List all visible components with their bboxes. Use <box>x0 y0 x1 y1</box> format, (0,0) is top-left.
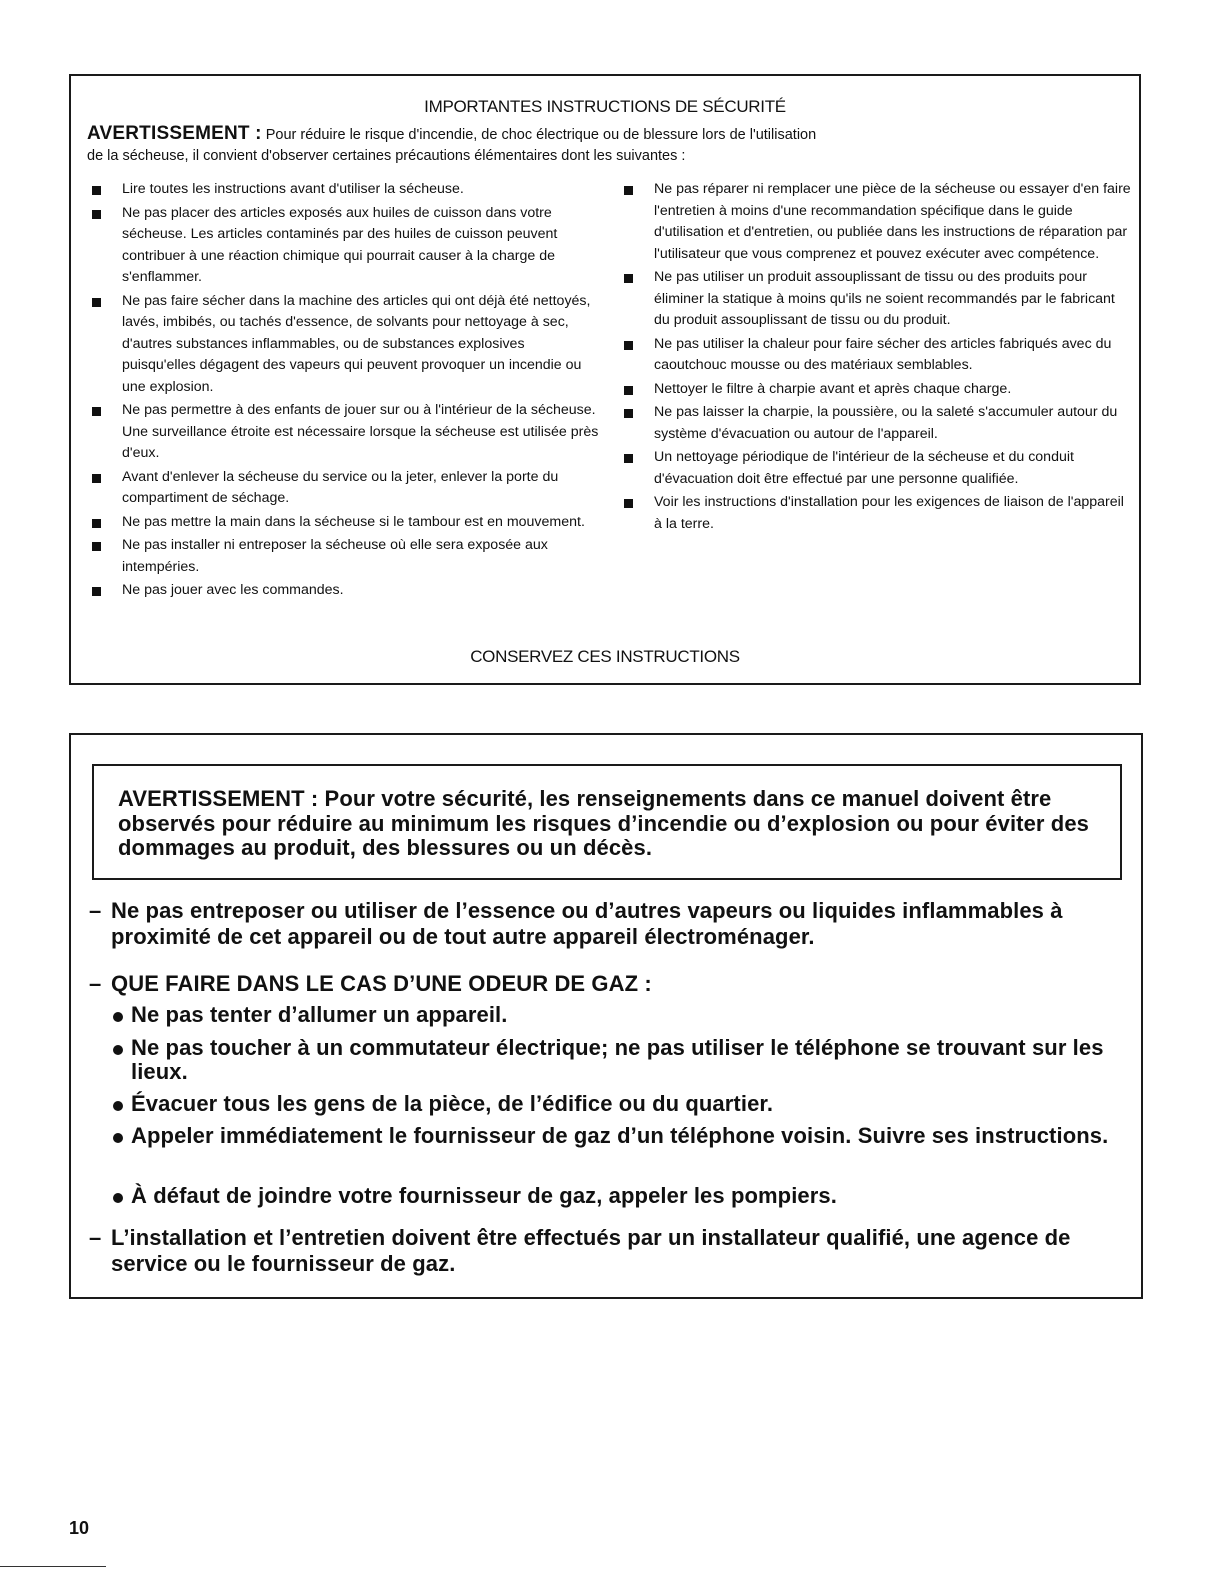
list-item: Un nettoyage périodique de l'intérieur de la sécheuse et du conduit d'évacuation doit être effectué par une personne qualifiée. <box>621 447 1131 490</box>
dash-marker: – <box>89 898 102 923</box>
dash-marker: – <box>89 971 102 996</box>
gas-warning-box <box>69 733 1143 1299</box>
square-bullet-icon <box>624 386 633 395</box>
gas-odor-heading-text: QUE FAIRE DANS LE CAS D’UNE ODEUR DE GAZ : <box>111 971 652 996</box>
square-bullet-icon <box>624 409 633 418</box>
gasoline-warning <box>89 898 1129 950</box>
list-item: Lire toutes les instructions avant d'utiliser la sécheuse. <box>89 179 601 201</box>
square-bullet-icon <box>92 210 101 219</box>
list-item: Ne pas réparer ni remplacer une pièce de la sécheuse ou essayer d'en faire l'entretien à moins d'une recommandation spécifique dans le guide d'utilisation et d'entretien, ou publiée dans les instructions de réparation par l'utilisateur que vous comprenez et pouvez exécuter avec compétence. <box>621 179 1131 265</box>
list-item: Ne pas placer des articles exposés aux huiles de cuisson dans votre sécheuse. Les articles contaminés par des huiles de cuisson peuvent contribuer à une réaction chimique qui pourrait causer à la charge de s'enflammer. <box>89 203 601 289</box>
list-item: Ne pas mettre la main dans la sécheuse si le tambour est en mouvement. <box>89 512 601 534</box>
gas-odor-heading <box>89 971 1129 997</box>
corner-divider <box>0 1566 106 1567</box>
list-item: Avant d'enlever la sécheuse du service ou la jeter, enlever la porte du compartiment de séchage. <box>89 467 601 510</box>
instructions-right-column <box>621 179 1131 537</box>
square-bullet-icon <box>92 407 101 416</box>
list-item: Ne pas tenter d’allumer un appareil. <box>113 1003 1123 1027</box>
square-bullet-icon <box>92 186 101 195</box>
list-item: À défaut de joindre votre fournisseur de gaz, appeler les pompiers. <box>113 1184 1123 1208</box>
list-item: Ne pas utiliser un produit assouplissant de tissu ou des produits pour éliminer la statique à moins qu'ils ne soient recommandés par le fabricant du produit assouplissant de tissu ou du produit. <box>621 267 1131 332</box>
square-bullet-icon <box>624 454 633 463</box>
square-bullet-icon <box>624 341 633 350</box>
list-item: Ne pas toucher à un commutateur électrique; ne pas utiliser le téléphone se trouvant sur les lieux. <box>113 1036 1123 1084</box>
keep-instructions-footer: CONSERVEZ CES INSTRUCTIONS <box>470 647 740 666</box>
warning-label: AVERTISSEMENT : <box>87 123 262 144</box>
square-bullet-icon <box>92 587 101 596</box>
list-item: Appeler immédiatement le fournisseur de gaz d’un téléphone voisin. Suivre ses instructions. <box>113 1124 1123 1148</box>
dash-marker: – <box>89 1225 102 1250</box>
bullet-dot-icon <box>113 1193 123 1203</box>
list-item: Évacuer tous les gens de la pièce, de l’édifice ou du quartier. <box>113 1092 1123 1116</box>
bullet-dot-icon <box>113 1101 123 1111</box>
square-bullet-icon <box>624 499 633 508</box>
list-item: Voir les instructions d'installation pour les exigences de liaison de l'appareil à la terre. <box>621 492 1131 535</box>
list-item: Ne pas faire sécher dans la machine des articles qui ont déjà été nettoyés, lavés, imbibés, ou tachés d'essence, de solvants pour nettoyage à sec, d'autres substances inflammables, ou de substances explosives puisqu'elles dégagent des vapeurs qui peuvent provoquer un incendie ou une explosion. <box>89 291 601 399</box>
list-item: Nettoyer le filtre à charpie avant et après chaque charge. <box>621 379 1131 401</box>
list-item: Ne pas laisser la charpie, la poussière, ou la saleté s'accumuler autour du système d'évacuation ou autour de l'appareil. <box>621 402 1131 445</box>
safety-warning-text: AVERTISSEMENT : Pour votre sécurité, les renseignements dans ce manuel doivent être observés pour réduire au minimum les risques d’incendie ou d’explosion ou pour éviter des dommages au produit, des blessures ou un décès. <box>118 786 1090 860</box>
bullet-dot-icon <box>113 1133 123 1143</box>
square-bullet-icon <box>624 186 633 195</box>
page-number: 10 <box>69 1518 90 1538</box>
bullet-dot-icon <box>113 1045 123 1055</box>
list-item: Ne pas installer ni entreposer la sécheuse où elle sera exposée aux intempéries. <box>89 535 601 578</box>
square-bullet-icon <box>624 274 633 283</box>
warning-intro <box>87 123 1127 167</box>
safety-instructions-box <box>69 74 1141 685</box>
square-bullet-icon <box>92 519 101 528</box>
square-bullet-icon <box>92 474 101 483</box>
list-item: Ne pas utiliser la chaleur pour faire sécher des articles fabriqués avec du caoutchouc mousse ou des matériaux semblables. <box>621 334 1131 377</box>
section-title: IMPORTANTES INSTRUCTIONS DE SÉCURITÉ <box>424 97 786 116</box>
square-bullet-icon <box>92 298 101 307</box>
square-bullet-icon <box>92 542 101 551</box>
warning-line-2: de la sécheuse, il convient d'observer certaines précautions élémentaires dont les suivantes : <box>87 148 686 164</box>
warning-line-1: Pour réduire le risque d'incendie, de choc électrique ou de blessure lors de l'utilisation <box>265 127 817 143</box>
safety-warning-inner-box <box>92 764 1122 880</box>
installation-note <box>89 1225 1129 1277</box>
bullet-dot-icon <box>113 1012 123 1022</box>
list-item: Ne pas jouer avec les commandes. <box>89 580 601 602</box>
gasoline-warning-text: Ne pas entreposer ou utiliser de l’essence ou d’autres vapeurs ou liquides inflammables à proximité de cet appareil ou de tout autre appareil électroménager. <box>111 898 1063 949</box>
instructions-left-column <box>89 179 601 604</box>
installation-note-text: L’installation et l’entretien doivent être effectués par un installateur qualifié, une agence de service ou le fournisseur de gaz. <box>111 1225 1071 1276</box>
list-item: Ne pas permettre à des enfants de jouer sur ou à l'intérieur de la sécheuse. Une surveillance étroite est nécessaire lorsque la sécheuse est utilisée près d'eux. <box>89 400 601 465</box>
